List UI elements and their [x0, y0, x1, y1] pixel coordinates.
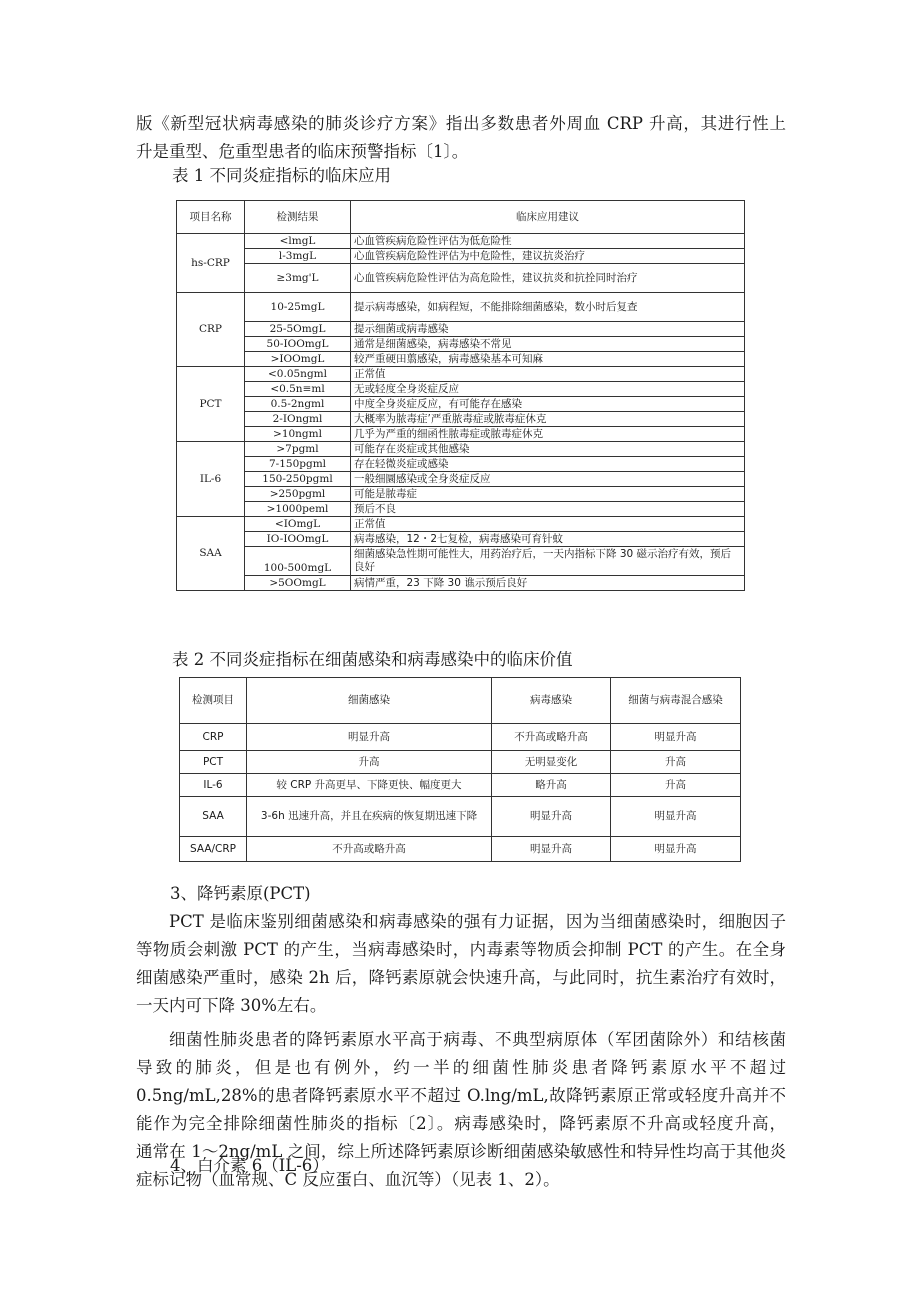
table1-advice: 中度全身炎症反应，有可能存在感染: [351, 397, 745, 412]
table1-result: 2-IOngml: [245, 412, 351, 427]
table1-advice: 几乎为严重的细函性脓毒症或脓毒症休克: [351, 427, 745, 442]
table2: [179, 677, 741, 862]
table1-advice: 可能存在炎症或其他感染: [351, 442, 745, 457]
table1-item-name: CRP: [177, 293, 245, 367]
table2-cell-mixed: 明显升高: [611, 724, 741, 751]
table1-header-cell: 检测结果: [245, 201, 351, 234]
s3p2-line-1: 细菌性肺炎患者的降钙素原水平高于病毒、不典型病原体（军团菌除外）和结核菌: [169, 1030, 786, 1049]
table2-cell-viral: 明显升高: [492, 797, 611, 837]
s3p1-line-2: 等物质会刺激 PCT 的产生，当病毒感染时，内毒素等物质会抑制 PCT 的产生。在全身: [136, 940, 786, 959]
table1-row: [177, 264, 745, 293]
s3p1-line-3: 细菌感染严重时，感染 2h 后，降钙素原就会快速升高，与此同时，抗生素治疗有效时，: [136, 968, 786, 987]
table1-item-name: hs-CRP: [177, 234, 245, 293]
s3p2-line-6: 症标记物（血常规、C 反应蛋白、血沉等）（见表 1、2）。: [136, 1170, 560, 1189]
s3p2-line-4: 能作为完全排除细菌性肺炎的指标〔2〕。病毒感染时，降钙素原不升高或轻度升高，: [136, 1114, 786, 1133]
table2-row: [180, 774, 741, 797]
table1-row: [177, 502, 745, 517]
table1-header-cell: 临床应用建议: [351, 201, 745, 234]
section3-heading: 3、降钙素原(PCT): [170, 884, 311, 903]
s3p2-line-5: 通常在 1～2ng/mL 之间，综上所述降钙素原诊断细菌感染敏感性和特异性均高于其他炎: [136, 1142, 786, 1161]
table2-cell-item: CRP: [180, 724, 247, 751]
table1-result: 100-500mgL: [245, 547, 351, 576]
table1-row: [177, 249, 745, 264]
table1-caption: 表 1 不同炎症指标的临床应用: [172, 166, 391, 185]
table1-row: [177, 412, 745, 427]
table1-result: <0.5n≡ml: [245, 382, 351, 397]
table1-row: [177, 532, 745, 547]
table2-header-cell: 细菌感染: [247, 678, 492, 724]
table1-row: [177, 293, 745, 322]
table1-row: [177, 517, 745, 532]
intro-line-1: 版《新型冠状病毒感染的肺炎诊疗方案》指出多数患者外周血 CRP 升高，其进行性上: [136, 114, 786, 133]
table2-cell-bacterial: 不升高或略升高: [247, 837, 492, 862]
table1-result: >10ngml: [245, 427, 351, 442]
table2-cell-item: SAA: [180, 797, 247, 837]
table2-header-cell: 细菌与病毒混合感染: [611, 678, 741, 724]
table1-row: [177, 322, 745, 337]
table2-cell-mixed: 升高: [611, 774, 741, 797]
table1-result: ≥3mg'L: [245, 264, 351, 293]
table2-caption: 表 2 不同炎症指标在细菌感染和病毒感染中的临床价值: [172, 650, 573, 669]
table1-advice: 正常值: [351, 517, 745, 532]
table2-header-row: [180, 678, 741, 724]
table1-result: >IOOmgL: [245, 352, 351, 367]
table1-advice: 可能是脓毒症: [351, 487, 745, 502]
table1-result: >5OOmgL: [245, 576, 351, 591]
table1-result: 7-150pgml: [245, 457, 351, 472]
table1-header-cell: 项目名称: [177, 201, 245, 234]
table2-cell-mixed: 升高: [611, 751, 741, 774]
table2-cell-item: SAA/CRP: [180, 837, 247, 862]
table2-cell-viral: 不升高或略升高: [492, 724, 611, 751]
table1-row: [177, 352, 745, 367]
table2-row: [180, 837, 741, 862]
table1-advice: 细菌感染急性期可能性大，用药治疗后，一天内指标下降 30 磁示治疗有效，预后良好: [351, 547, 745, 576]
table2-cell-viral: 明显升高: [492, 837, 611, 862]
table1: [176, 200, 745, 591]
table1-item-name: PCT: [177, 367, 245, 442]
table1-row: [177, 442, 745, 457]
table1-result: IO-IOOmgL: [245, 532, 351, 547]
table2-cell-bacterial: 明显升高: [247, 724, 492, 751]
table1-advice: 较严重硬田翦感染，病毒感染基本可知麻: [351, 352, 745, 367]
s3p2-line-3: 0.5ng/mL,28%的患者降钙素原水平不超过 O.lng/mL,故降钙素原正常或轻度升高并不: [136, 1086, 786, 1105]
table1-advice: 心血管疾病危险性评估为低危险性: [351, 234, 745, 249]
table1-item-name: IL-6: [177, 442, 245, 517]
table2-cell-bacterial: 升高: [247, 751, 492, 774]
table1-result: 10-25mgL: [245, 293, 351, 322]
table2-row: [180, 751, 741, 774]
table2-cell-viral: 略升高: [492, 774, 611, 797]
table1-result: 50-IOOmgL: [245, 337, 351, 352]
table1-row: [177, 457, 745, 472]
s3p1-line-4: 一天内可下降 30%左右。: [136, 996, 327, 1015]
table1-row: [177, 367, 745, 382]
table1-result: 0.5-2ngml: [245, 397, 351, 412]
section4-heading: 4、白介素 6（IL-6）: [170, 1156, 329, 1175]
table1-advice: 病毒感染，12・2七复检，病毒感染可育针蚊: [351, 532, 745, 547]
table1-row: [177, 576, 745, 591]
table1-advice: 存在轻微炎症或感染: [351, 457, 745, 472]
table1-result: <0.05ngml: [245, 367, 351, 382]
table1-header-row: [177, 201, 745, 234]
table1-advice: 病情严重，23 下降 30 谯示预后良好: [351, 576, 745, 591]
table1-row: [177, 397, 745, 412]
table1-result: 25-5OmgL: [245, 322, 351, 337]
s3p2-line-2: 导致的肺炎，但是也有例外，约一半的细菌性肺炎患者降钙素原水平不超过: [136, 1058, 786, 1077]
intro-paragraph: [136, 110, 786, 166]
table2-cell-mixed: 明显升高: [611, 797, 741, 837]
table1-advice: 预后不良: [351, 502, 745, 517]
table1-row: [177, 382, 745, 397]
table1-item-name: SAA: [177, 517, 245, 591]
table1-advice: 通常是细菌感染，病毒感染不常见: [351, 337, 745, 352]
table1-advice: 大概率为脓毒症’严重脓毒症或脓毒症休克: [351, 412, 745, 427]
table2-row: [180, 724, 741, 751]
table2-cell-mixed: 明显升高: [611, 837, 741, 862]
table1-advice: 提示病毒感染，如病程短，不能排除细菌感染，数小时后复查: [351, 293, 745, 322]
table1-advice: 无或轻度全身炎症反应: [351, 382, 745, 397]
table1-row: [177, 234, 745, 249]
table1-advice: 正常值: [351, 367, 745, 382]
table1-row: [177, 472, 745, 487]
table1-advice: 提示细菌或病毒感染: [351, 322, 745, 337]
table1-row: [177, 337, 745, 352]
table2-header-cell: 检测项目: [180, 678, 247, 724]
table1-result: >250pgml: [245, 487, 351, 502]
table2-cell-viral: 无明显变化: [492, 751, 611, 774]
s3p1-line-1: PCT 是临床鉴别细菌感染和病毒感染的强有力证据，因为当细菌感染时，细胞因子: [169, 912, 786, 931]
table1-result: >7pgml: [245, 442, 351, 457]
table1-row: [177, 427, 745, 442]
table1-result: <IOmgL: [245, 517, 351, 532]
table1-result: l-3mgL: [245, 249, 351, 264]
table1-advice: 心血管疾病危险性评估为高危险性，建议抗炎和抗拴同时治疗: [351, 264, 745, 293]
table2-cell-item: IL-6: [180, 774, 247, 797]
table1-result: <lmgL: [245, 234, 351, 249]
table2-header-cell: 病毒感染: [492, 678, 611, 724]
table1-result: 150-250pgml: [245, 472, 351, 487]
intro-line-2: 升是重型、危重型患者的临床预警指标〔1〕。: [136, 142, 469, 161]
table2-cell-bacterial: 较 CRP 升高更早、下降更快、幅度更大: [247, 774, 492, 797]
table1-advice: 心血管疾病危险性评估为中危险性，建议抗炎治疗: [351, 249, 745, 264]
table1-advice: 一般细圜感染或全身炎症反应: [351, 472, 745, 487]
table1-row: [177, 547, 745, 576]
section3-paragraph-1: [136, 908, 786, 1020]
table1-result: >1000peml: [245, 502, 351, 517]
table1-row: [177, 487, 745, 502]
table2-cell-item: PCT: [180, 751, 247, 774]
table2-cell-bacterial: 3-6h 迅速升高，并且在疾病的恢复期迅速下降: [247, 797, 492, 837]
table2-row: [180, 797, 741, 837]
